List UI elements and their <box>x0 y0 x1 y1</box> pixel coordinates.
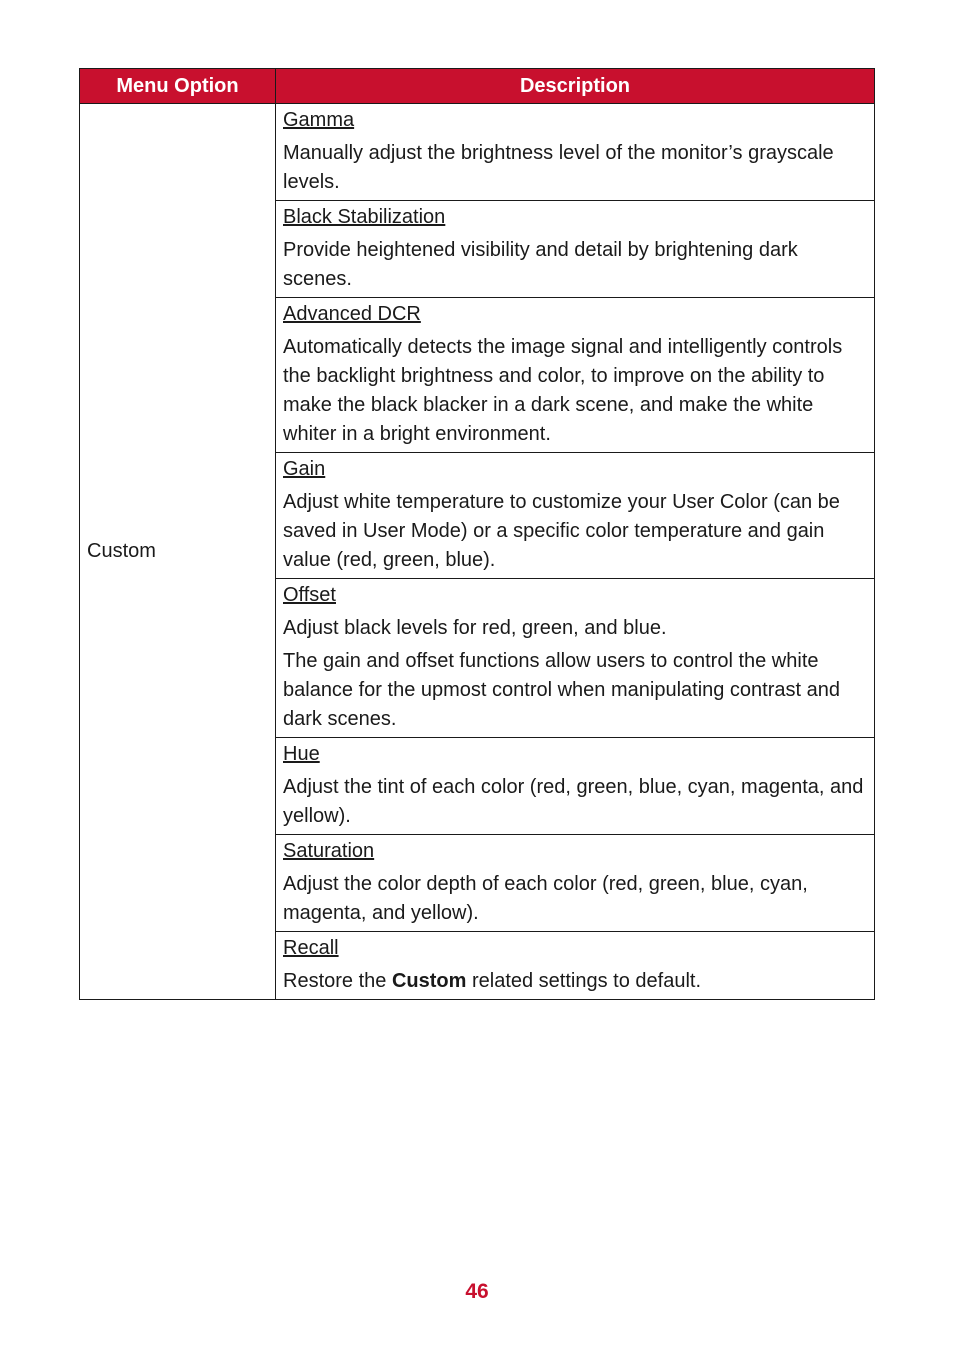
item-title-saturation: Saturation <box>283 840 375 862</box>
item-text: Adjust the tint of each color (red, green, blue, cyan, magenta, and yellow). <box>283 776 864 827</box>
description-gain <box>276 453 875 579</box>
item-title-advanced-dcr: Advanced DCR <box>283 303 421 325</box>
item-title-recall: Recall <box>283 937 339 959</box>
item-text: Adjust white temperature to customize your User Color (can be saved in User Mode) or a specific color temperature and gain value (red, green, blue). <box>283 491 840 571</box>
recall-text-bold: Custom <box>391 970 467 992</box>
description-hue <box>276 738 875 835</box>
recall-text-suffix: related settings to default. <box>466 970 701 992</box>
header-description: Description <box>276 69 875 104</box>
table-header-row <box>80 69 875 104</box>
item-text: Adjust the color depth of each color (red, green, blue, cyan, magenta, and yellow). <box>283 873 808 924</box>
page-number: 46 <box>465 1280 489 1303</box>
item-text: Provide heightened visibility and detail by brightening dark scenes. <box>283 239 798 290</box>
item-title-offset: Offset <box>283 584 336 606</box>
description-saturation <box>276 835 875 932</box>
item-title-hue: Hue <box>283 743 320 765</box>
item-text: The gain and offset functions allow users to control the white balance for the upmost control when manipulating contrast and dark scenes. <box>283 650 841 730</box>
description-black-stabilization <box>276 201 875 298</box>
item-text: Manually adjust the brightness level of the monitor’s grayscale levels. <box>283 142 834 193</box>
header-menu-option: Menu Option <box>80 69 276 104</box>
item-title-gamma: Gamma <box>283 109 355 131</box>
item-title-black-stabilization: Black Stabilization <box>283 206 446 228</box>
item-title-gain: Gain <box>283 458 326 480</box>
item-text: Automatically detects the image signal and intelligently controls the backlight brightness and color, to improve on the ability to make the black blacker in a dark scene, and make the white whiter in a bright environment. <box>283 336 843 445</box>
table-row <box>80 104 875 201</box>
description-advanced-dcr <box>276 298 875 453</box>
description-recall <box>276 932 875 1000</box>
menu-option-custom: Custom <box>80 104 276 1000</box>
menu-options-table <box>79 68 875 1000</box>
item-text: Adjust black levels for red, green, and blue. <box>283 617 667 639</box>
description-gamma <box>276 104 875 201</box>
description-offset <box>276 579 875 738</box>
recall-text-prefix: Restore the <box>283 970 392 992</box>
item-text <box>283 967 866 996</box>
